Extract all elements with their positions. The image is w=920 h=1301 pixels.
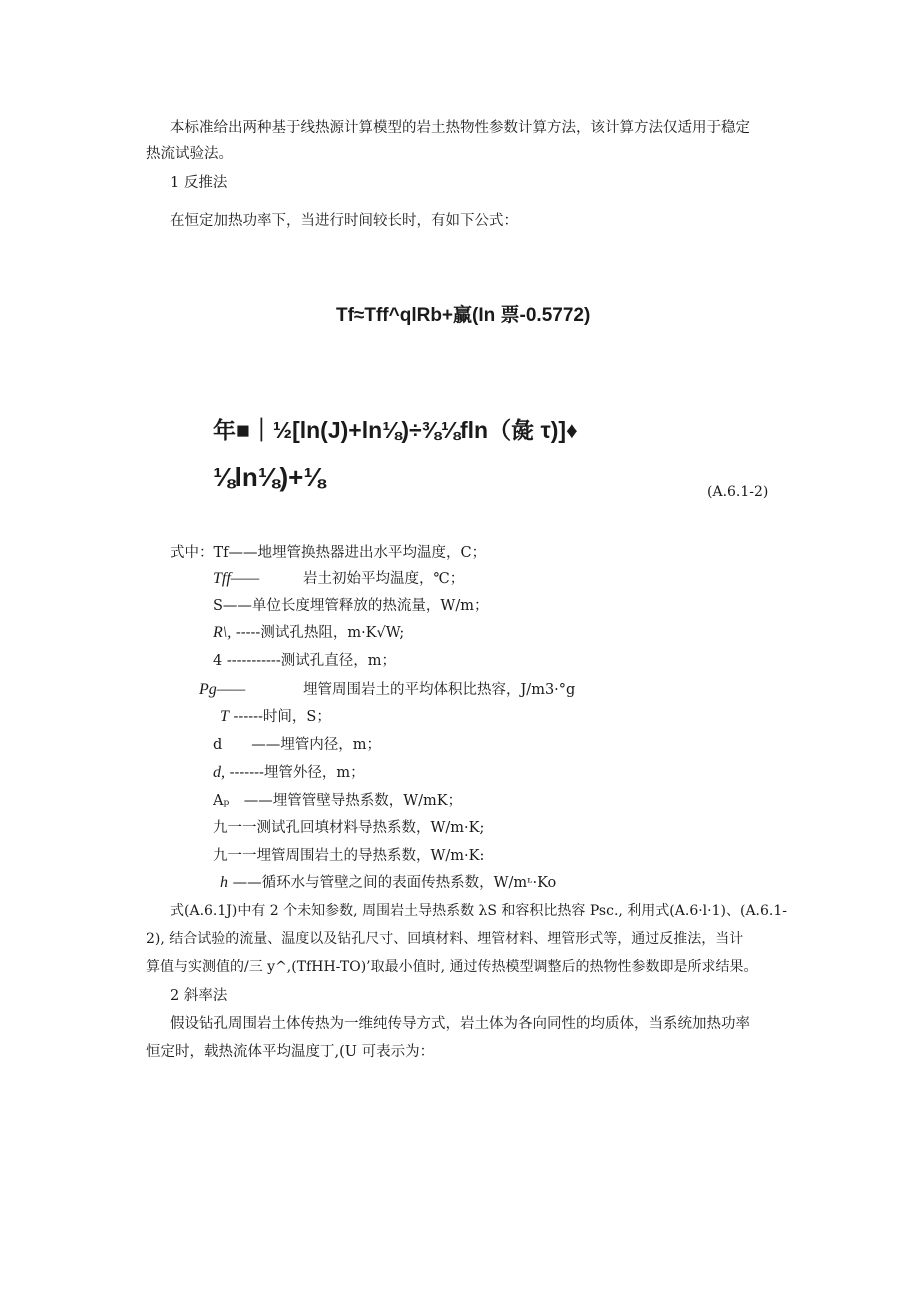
definition-row: [213, 620, 404, 646]
definition-text: d ——埋管内径，m；: [213, 737, 382, 753]
equation-2-line-1: 年■｜½[ln(J)+ln⅛)÷⅜⅛fln（彘 τ)]♦: [213, 417, 578, 443]
definition-symbol: Tff——: [213, 570, 260, 587]
definition-text: -------埋管外径，m；: [229, 765, 365, 781]
definition-text: 九一一测试孔回填材料导热系数，W/m·K;: [213, 820, 485, 836]
definition-text: 九一一埋管周围岩土的导热系数，W/m·K:: [213, 848, 485, 864]
definition-row: [213, 788, 462, 814]
intro-line-1: 本标准给出两种基于线热源计算模型的岩土热物性参数计算方法，该计算方法仅适用于稳定: [170, 120, 750, 136]
definition-row: [170, 540, 486, 566]
definition-text: ——地埋管换热器进出水平均温度，C；: [228, 545, 487, 561]
section2-line-2: 恒定时，载热流体平均温度丁,(U 可表示为：: [146, 1044, 435, 1060]
definition-row: [199, 677, 576, 703]
section1-lead: 在恒定加热功率下，当进行时间较长时，有如下公式：: [170, 213, 518, 229]
definition-text: 4 -----------测试孔直径，m；: [213, 653, 396, 669]
intro-line-2: 热流试验法。: [146, 146, 233, 162]
equation-2-number: (A.6.1-2): [707, 484, 769, 500]
definition-row: [213, 566, 465, 592]
definition-symbol: Pg——: [199, 681, 246, 698]
definition-text: -----测试孔热阻，m·K√W;: [235, 625, 405, 641]
definition-row: [220, 870, 556, 896]
equation-1: Tf≈Tff^qlRb+赢(In 票-0.5772): [336, 305, 591, 326]
paragraph-line-2: 2), 结合试验的流量、温度以及钻孔尺寸、回填材料、埋管材料、埋管形式等，通过反推法，当计: [146, 931, 744, 947]
section1-heading: 1 反推法: [170, 175, 228, 191]
definition-row: [213, 648, 396, 674]
definition-text: ——循环水与管壁之间的表面传热系数，W/mᶫ·Ko: [232, 875, 557, 891]
definition-row: [213, 760, 365, 786]
definition-row: [213, 732, 381, 758]
definition-text: 岩土初始平均温度，℃；: [303, 571, 465, 587]
definition-text: 埋管周围岩土的平均体积比热容，J/m3·°g: [303, 682, 576, 698]
section2-heading: 2 斜率法: [170, 988, 228, 1004]
definition-symbol: T: [220, 708, 229, 725]
definition-row: [213, 593, 488, 619]
definition-text: ------时间，S；: [233, 709, 331, 725]
definition-row: [220, 704, 331, 730]
definition-symbol: d,: [213, 764, 225, 781]
definition-symbol: h: [220, 874, 228, 891]
definition-text: Aₚ ——埋管管壁导热系数，W/mK；: [213, 793, 463, 809]
equation-2-line-2: ⅛ln⅛)+⅛: [213, 462, 325, 492]
definition-row: [213, 843, 484, 869]
section2-line-1: 假设钻孔周围岩土体传热为一维纯传导方式，岩土体为各向同性的均质体，当系统加热功率: [170, 1016, 750, 1032]
paragraph-line-1: 式(A.6.1J)中有 2 个未知参数, 周围岩土导热系数 λS 和容积比热容 Psc., 利用式(A.6·l·1)、(A.6.1-: [170, 903, 787, 919]
definition-symbol: R\,: [213, 624, 232, 641]
definition-text: S——单位长度埋管释放的热流量，W/m；: [213, 598, 489, 614]
definition-row: [213, 815, 484, 841]
definition-symbol: 式中：Tf: [170, 545, 229, 561]
paragraph-line-3: 算值与实测值的/三 y^,(TfHH-TO)’取最小值时, 通过传热模型调整后的热物性参数即是所求结果。: [146, 959, 758, 975]
